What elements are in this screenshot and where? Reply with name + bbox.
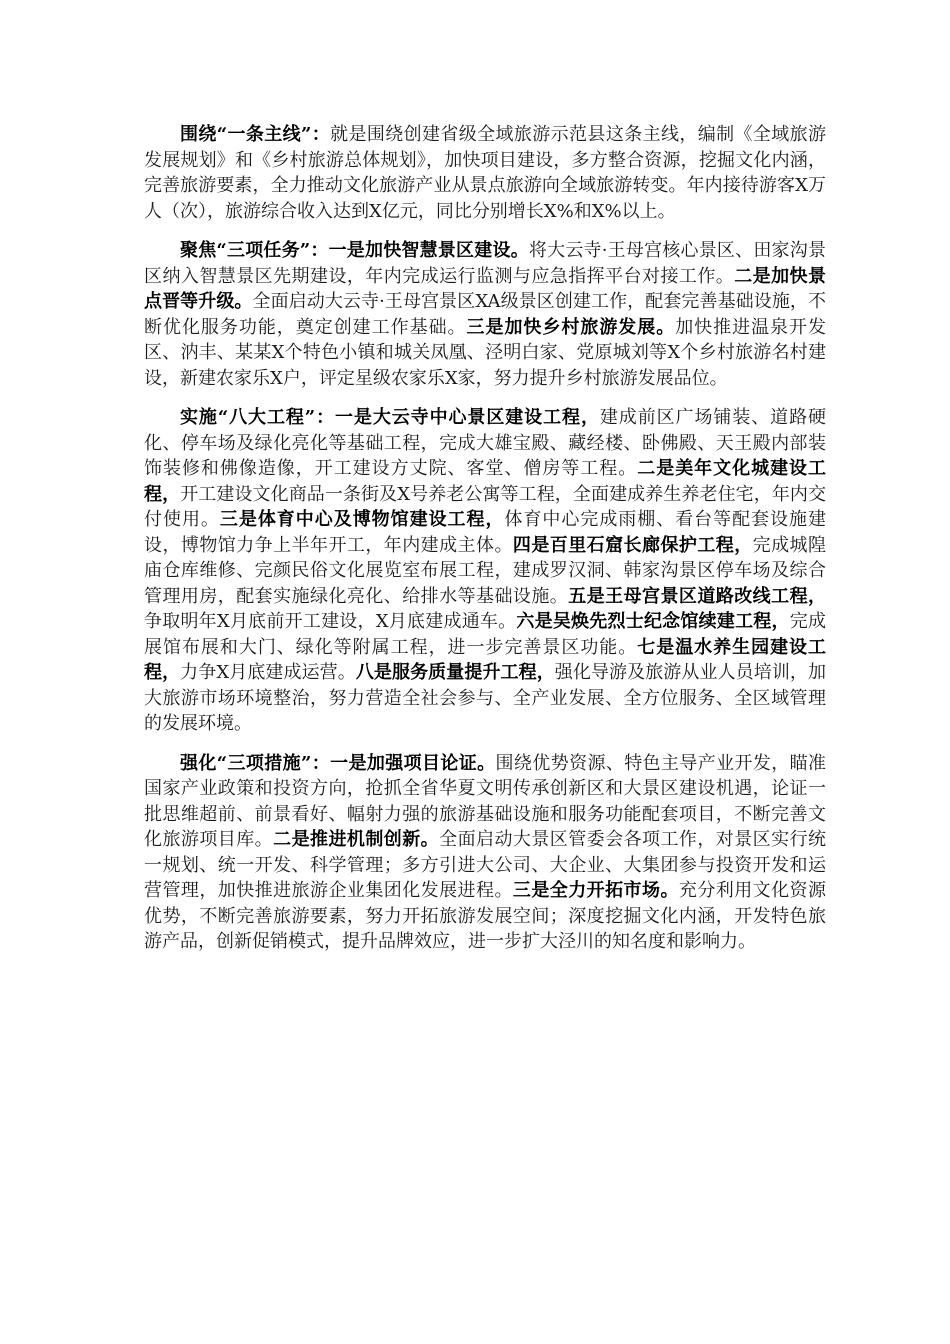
paragraph-text: 充分利用文化资源优势，不断完善旅游要素，努力开拓旅游发展空间；深度挖掘文化内涵，开发特色旅游产品，创新促销模式，提升品牌效应，进一步扩大泾川的知名度和影响力。 (144, 880, 827, 952)
paragraph-text: 围绕优势资源、特色主导产业开发，瞄准国家产业政策和投资方向，抢抓全省华夏文明传承创新区和大景区建设机遇，论证一批思维超前、前景看好、幅射力强的旅游基础设施和服务功能配套项目，不断完善文化旅游项目库。 (144, 752, 826, 850)
paragraph-text: 就是围绕创建省级全域旅游示范县这条主线，编制《全域旅游发展规划》和《乡村旅游总体规划》，加快项目建设，多方整合资源，挖掘文化内涵，完善旅游要素，全力推动文化旅游产业从景点旅游向全域旅游转变。年内接待游客X万人（次），旅游综合收入达到X亿元，同比分别增长X%和X%以上。 (144, 124, 826, 222)
paragraph-text: 完成城隍庙仓库维修、完颜民俗文化展览室布展工程，建成罗汉洞、韩家沟景区停车场及综合管理用房，配套实施绿化亮化、给排水等基础设施。 (144, 534, 827, 607)
paragraph-text: 力争X月底建成运营。 (180, 662, 356, 683)
paragraph-text: 建成前区广场铺装、道路硬化、停车场及绿化亮化等基础工程，完成大雄宝殿、藏经楼、卧佛殿、天王殿内部装饰装修和佛像造像，开工建设方丈院、客堂、僧房等工程。 (144, 407, 826, 479)
paragraph-text: 开工建设文化商品一条街及X号养老公寓等工程，全面建成养生养老住宅，年内交付使用。 (144, 483, 827, 530)
paragraph-three-measures (144, 751, 826, 955)
paragraph-one-main-line (144, 122, 826, 224)
paragraph-eight-projects (144, 405, 826, 737)
task-heading: 二是加快景点晋等升级。 (144, 265, 826, 312)
paragraph-text: 全面启动大景区管委会各项工作，对景区实行统一规划、统一开发、科学管理；多方引进大公司、大企业、大集团参与投资开发和运营管理，加快推进旅游企业集团化发展进程。 (144, 829, 827, 901)
paragraph-text: 体育中心完成雨棚、看台等配套设施建设，博物馆力争上半年开工，年内建成主体。 (144, 509, 827, 556)
project-heading: 二是美年文化城建设工程， (144, 458, 827, 505)
project-heading: 六是吴焕先烈士纪念馆续建工程， (516, 611, 790, 632)
measure-heading: 二是推进机制创新。 (273, 829, 440, 850)
document-body (144, 122, 826, 969)
measure-heading: 三是全力开拓市场。 (512, 880, 679, 901)
paragraph-heading: 聚焦“三项任务”：一是加快智慧景区建设。 (180, 240, 529, 261)
project-heading: 八是服务质量提升工程， (355, 662, 555, 683)
project-heading: 三是体育中心及博物馆建设工程， (219, 509, 505, 530)
project-heading: 四是百里石窟长廊保护工程， (512, 534, 753, 556)
paragraph-text: 加快推进温泉开发区、汭丰、某某X个特色小镇和城关凤凰、泾明白家、党原城刘等X个乡村旅游名村建设，新建农家乐X户，评定星级农家乐X家，努力提升乡村旅游发展品位。 (144, 316, 827, 389)
paragraph-heading: 实施“八大工程”：一是大云寺中心景区建设工程， (180, 407, 600, 428)
paragraph-three-tasks (144, 238, 826, 391)
paragraph-text: 完成展馆布展和大门、绿化等附属工程，进一步完善景区功能。 (144, 611, 826, 658)
project-heading: 七是温水养生园建设工程， (144, 636, 827, 683)
task-heading: 三是加快乡村旅游发展。 (466, 316, 676, 338)
paragraph-text: 将大云寺·王母宫核心景区、田家沟景区纳入智慧景区先期建设，年内完成运行监测与应急指挥平台对接工作。 (144, 240, 826, 287)
paragraph-heading: 强化“三项措施”：一是加强项目论证。 (180, 752, 496, 774)
paragraph-heading: 围绕“一条主线”： (180, 124, 331, 145)
paragraph-text: 强化导游及旅游从业人员培训，加大旅游市场环境整治，努力营造全社会参与、全产业发展、全方位服务、全区域管理的发展环境。 (144, 662, 826, 734)
project-heading: 五是王母宫景区道路改线工程， (568, 585, 827, 607)
paragraph-text: 争取明年X月底前开工建设，X月底建成通车。 (144, 611, 517, 632)
paragraph-text: 全面启动大云寺·王母宫景区XA级景区创建工作，配套完善基础设施，不断优化服务功能，奠定创建工作基础。 (144, 291, 827, 338)
